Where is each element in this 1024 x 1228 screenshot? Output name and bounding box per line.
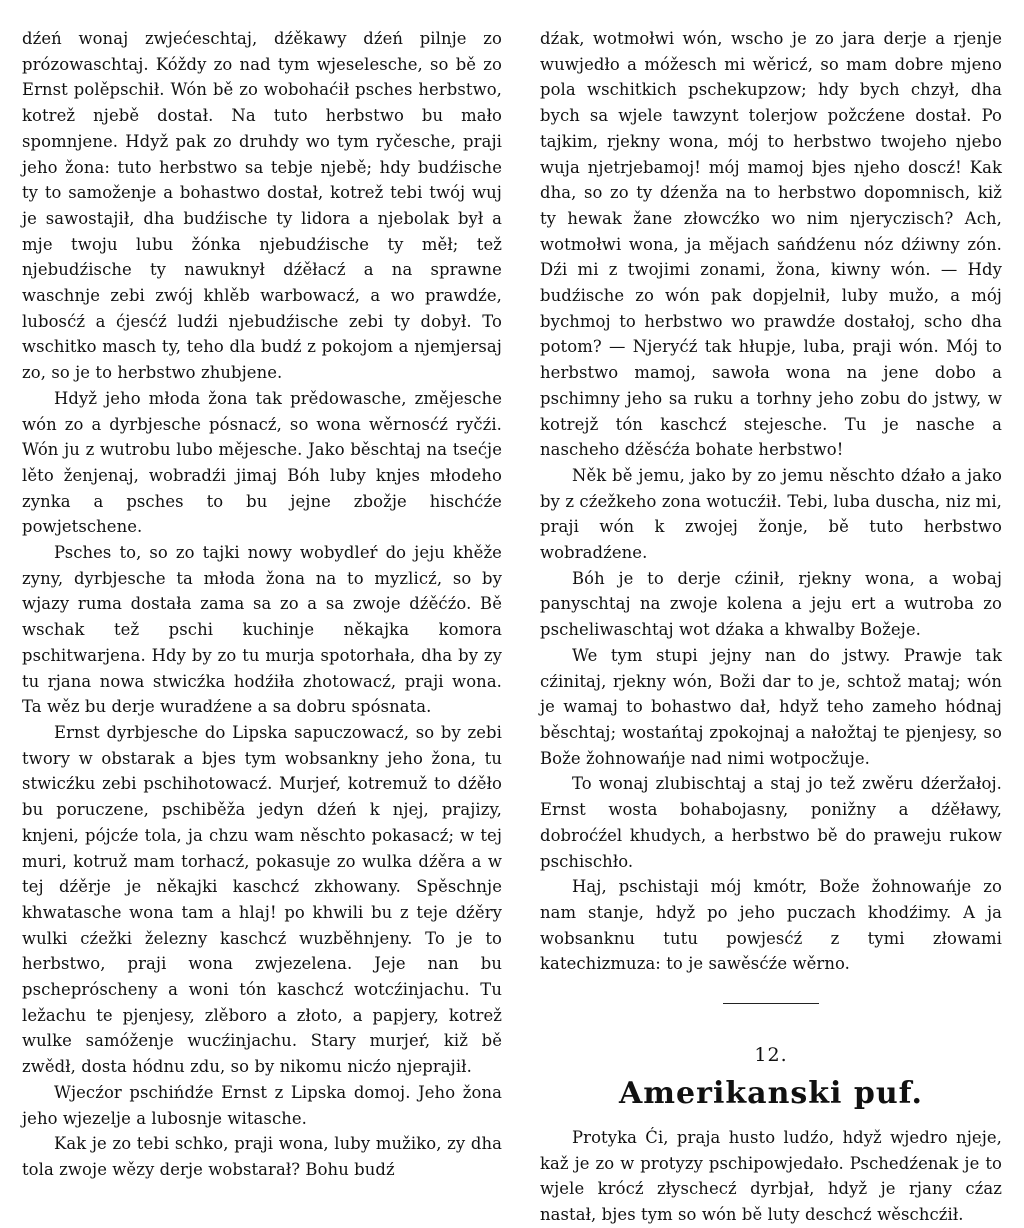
two-column-layout bbox=[22, 26, 1002, 1228]
chapter-number: 12. bbox=[754, 1044, 788, 1067]
paragraph: Hdyž jeho młoda žona tak prědowasche, změjesche wón zo a dyrbjesche pósnacź, so wona wěrnosćź ryčźi. Wón ju z wutrobu lubo mějesche. Jako běschtaj na tsećje lěto ženjenaj, wobradźi jimaj Bóh luby knjes młodeho zynka a psches to bu jejne zbožje hischćźe powjetschene. bbox=[22, 388, 502, 537]
left-column bbox=[22, 26, 502, 1228]
paragraph: Psches to, so zo tajki nowy wobydleŕ do jeju khěže zyny, dyrbjesche ta młoda žona na to myzlicź, so by wjazy ruma dostała zama sa zo a sa zwoje dźěćźo. Bě wschak tež pschi kuchinje někajka komora pschitwarjena. Hdy by zo tu murja spotorhała, dha by zy tu rjana nowa stwicźka hodźiła zhotowacź, praji wona. Ta wěz bu derje wuradźene a sa dobru spósnata. bbox=[22, 543, 502, 717]
paragraph: dźeń wonaj zwjećeschtaj, dźěkawy dźeń pilnje zo prózowaschtaj. Kóždy zo nad tym wjeseleschе, so bě zo Ernst polěpschił. Wón bě zo wobohaćił psches herbstwo, kotrež njebě dostał. Na tuto herbstwo bu mało spomnjene. Hdyž pak zo druhdy wo tym ryčeschе, praji jeho žona: tuto herbstwo sa tebje njebě; hdy budźische ty to samoženje a bohastwo dostał, kotrež tebi twój wuj je sawostajił, dha budźische ty lidora a njebolak był a mje twoju lubu žónka njebudźische ty měł; tež njebudźische ty nawuknył dźěłacź a na sprawne waschnje zebi zwój khlěb warbowacź, a wo prawdźe, lubosćź a ćjesćź ludźi njebudźische zebi ty dobył. To wschitko masch ty, teho dla budź z pokojom a njemjersaj zo, so je to herbstwo zhubjene. bbox=[22, 29, 502, 383]
paragraph: To wonaj zlubischtaj a staj jo tež zwěru dźeržałoj. Ernst wosta bohabojasny, ponižny a dźěławy, dobroćźel khudych, a herbstwo bě do praweju rukow pschischło. bbox=[540, 774, 1002, 871]
paragraph: Kak je zo tebi schko, praji wona, luby mužiko, zy dha tola zwoje wězy derje wobstarał? Bohu budź bbox=[22, 1134, 502, 1179]
paragraph: Ernst dyrbjesche do Lipska sapuczowacź, so by zebi twory w obstarak a bjes tym wobsankny jeho žona, tu stwicźku zebi pschihotowacź. Murjeŕ, kotremuž to dźěło bu poruczene, pschiběža jedyn dźeń k njej, prajizy, knjeni, pójcźe tola, ja chzu wam něschto pokasacź; w tej muri, kotruž mam torhacź, pokasuje zo wulka dźěra a w tej dźěrje je někajki kaschcź zkhowany. Spěschnje khwatasche wona tam a hlaj! po khwili bu z teje dźěry wulki cźežki železny kaschcź wuzběhnjeny. To je to herbstwo, praji wona zwjezelena. Jeje nan bu pschepróschеny a woni tón kaschcź wotcźinjachu. Tu ležachu te pjenjesy, zlěboro a złoto, a papjery, kotrež wulke samóženje wucźinjachu. Stary murjeŕ, kiž bě zwědł, dosta hódnu zdu, so by nikomu nicźo njeprajił. bbox=[22, 722, 502, 1077]
paragraph: dźak, wotmołwi wón, wscho je zo jara derje a rjenje wuwjedło a móžesch mi wěricź, so mam dobre mjeno pola wschitkich pschekupzow; hdy bych chzył, dha bych sa wjele tawzynt tolerjow požcźene dostał. Po tajkim, rjekny wona, mój to herbstwo twojeho njebo wuja njetrjebamoj! mój mamoj bjes njeho doscź! Kak dha, so zo ty dźenža na to herbstwo dopomnisch, kiž ty hewak žane złowcźko wo nim njeryczisch? Ach, wotmołwi wona, ja mějach sańdźenu nóz dźiwny zón. Dźi mi z twojimi zonami, žona, kiwny wón. — Hdy budźische zo wón pak dopjelnił, luby mužo, a mój bychmoj to herbstwo wo prawdźe dostałoj, scho dha potom? — Njeryćź tak hłupje, luba, praji wón. Mój to herbstwo mamoj, sawoła wona na jene dobo a pschimny jeho sa ruku a torhny jeho zobu do jstwy, w kotrejž tón kaschcź stejesche. Tu je nasche a naschеho dźěsćźa bohate herbstwo! bbox=[540, 29, 1002, 460]
paragraph: Bóh je to derje cźinił, rjekny wona, a wobaj panyschtaj na zwoje kolena a jeju ert a wutroba zo pschеliwaschtaj wot dźaka a khwalby Božeje. bbox=[540, 568, 1002, 640]
paragraph: Něk bě jemu, jako by zo jemu něschto dźało a jako by z cźežkeho zona wotucźił. Tebi, luba duscha, niz mi, praji wón k zwojej žonje, bě tuto herbstwo wobradźene. bbox=[540, 465, 1002, 563]
paragraph: We tym stupi jejny nan do jstwy. Prawje tak cźinitaj, rjekny wón, Boži dar to je, schtož mataj; wón je wamaj to bohastwo dał, hdyž teho zameho hódnaj běschtaj; wostańtaj zpokojnaj a nałožtaj te pjenjesy, so Bože žohnowańje nad nimi wotpocžuje. bbox=[540, 645, 1002, 768]
story-title: Amerikanski puf. bbox=[619, 1076, 923, 1112]
paragraph: Haj, pschistaji mój kmótr, Bože žohnowańje zo nam stanje, hdyž po jeho puczach khodźimy. A ja wobsanknu tutu powjesćź z tymi złowami katechizmuza: to je sawěsćźe wěrno. bbox=[540, 877, 1002, 974]
paragraph: Wjecźor pschińdźe Ernst z Lipska domoj. Jeho žona jeho wjezelje a lubosnje witasche. bbox=[22, 1082, 502, 1128]
paragraph: Protyka Ći, praja husto ludźo, hdyž wjedro njeje, kaž je zo w protyzy pschipowjedało. Pschedźenak je to wjele krócź złyschecź dyrbjał, hdyž je rjany cźaz nastał, bjes tym so wón bě luty deschcź wěschcźił. bbox=[540, 1128, 1002, 1225]
right-column bbox=[540, 26, 1002, 1228]
section-divider bbox=[723, 1003, 819, 1004]
